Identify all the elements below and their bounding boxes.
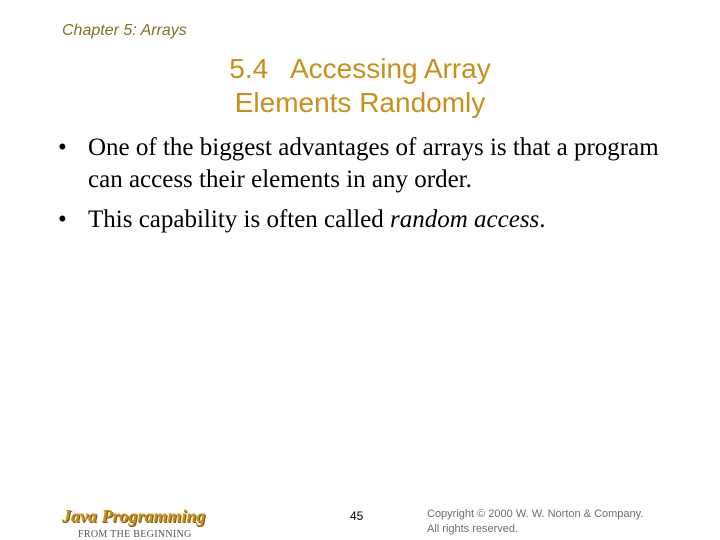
slide-title-line-2: Elements Randomly xyxy=(234,87,486,118)
copyright-notice xyxy=(427,507,643,537)
brand-title: Java Programming xyxy=(62,506,206,526)
page-number: 45 xyxy=(350,509,364,523)
bullet-text-end: . xyxy=(539,206,546,233)
bullet-text: This capability is often called xyxy=(88,206,390,233)
brand-subtitle: FROM THE BEGINNING xyxy=(78,529,192,540)
bullet-text: One of the biggest advantages of arrays is that a program can access their elements in any order. xyxy=(88,134,659,193)
bullet-emphasis: random access xyxy=(390,206,540,233)
copyright-line-2: All rights reserved. xyxy=(427,523,519,535)
copyright-line-1: Copyright © 2000 W. W. Norton & Company. xyxy=(427,508,644,520)
slide-title xyxy=(160,52,560,120)
footer-brand xyxy=(62,506,206,540)
slide-title-line-1: 5.4 Accessing Array xyxy=(229,53,491,84)
bullet-marker: • xyxy=(58,134,67,161)
bullet-item xyxy=(58,132,698,196)
chapter-label: Chapter 5: Arrays xyxy=(62,22,187,39)
bullet-list xyxy=(58,132,698,244)
bullet-item xyxy=(58,204,698,236)
bullet-marker: • xyxy=(58,206,67,233)
